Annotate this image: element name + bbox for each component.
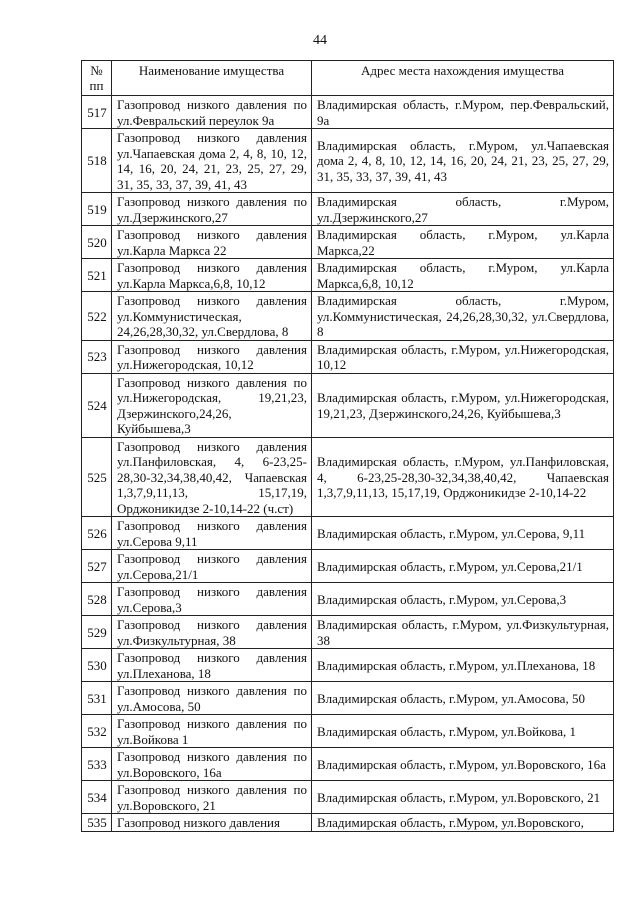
row-number-cell: 518: [82, 129, 112, 193]
table-row: [82, 259, 614, 292]
property-address-cell: Владимирская область, г.Муром, ул.Серова,3: [312, 583, 614, 616]
property-address-cell: Владимирская область, г.Муром, ул.Карла Маркса,6,8, 10,12: [312, 259, 614, 292]
row-number-cell: 529: [82, 616, 112, 649]
row-number-cell: 524: [82, 373, 112, 437]
property-name-cell: Газопровод низкого давления ул.Коммунистическая, 24,26,28,30,32, ул.Свердлова, 8: [112, 292, 312, 341]
property-name-cell: Газопровод низкого давления ул.Карла Маркса,6,8, 10,12: [112, 259, 312, 292]
column-header-address: Адрес места нахождения имущества: [312, 61, 614, 96]
property-name-cell: Газопровод низкого давления ул.Серова,21/1: [112, 550, 312, 583]
property-name-cell: Газопровод низкого давления ул.Физкультурная, 38: [112, 616, 312, 649]
row-number-cell: 531: [82, 682, 112, 715]
property-name-cell: Газопровод низкого давления по ул.Войкова 1: [112, 715, 312, 748]
table-row: [82, 682, 614, 715]
table-row: [82, 340, 614, 373]
table-row: [82, 748, 614, 781]
table-row: [82, 96, 614, 129]
row-number-cell: 523: [82, 340, 112, 373]
table-row: [82, 226, 614, 259]
property-name-cell: Газопровод низкого давления по ул.Воровского, 16а: [112, 748, 312, 781]
row-number-cell: 522: [82, 292, 112, 341]
table-row: [82, 649, 614, 682]
row-number-cell: 533: [82, 748, 112, 781]
property-name-cell: Газопровод низкого давления по ул.Февральский переулок 9а: [112, 96, 312, 129]
property-name-cell: Газопровод низкого давления по ул.Амосова, 50: [112, 682, 312, 715]
property-address-cell: Владимирская область, г.Муром, ул.Воровского, 16а: [312, 748, 614, 781]
property-address-cell: Владимирская область, г.Муром, ул.Воровского, 21: [312, 781, 614, 814]
table-row: [82, 781, 614, 814]
row-number-cell: 517: [82, 96, 112, 129]
table-row: [82, 437, 614, 517]
column-header-name: Наименование имущества: [112, 61, 312, 96]
row-number-cell: 530: [82, 649, 112, 682]
property-address-cell: Владимирская область, г.Муром, ул.Воровского,: [312, 814, 614, 832]
table-row: [82, 129, 614, 193]
table-row: [82, 583, 614, 616]
property-address-cell: Владимирская область, г.Муром, ул.Серова, 9,11: [312, 517, 614, 550]
property-name-cell: Газопровод низкого давления ул.Плеханова, 18: [112, 649, 312, 682]
property-address-cell: Владимирская область, г.Муром, ул.Войкова, 1: [312, 715, 614, 748]
table-row: [82, 517, 614, 550]
row-number-cell: 532: [82, 715, 112, 748]
table-row: [82, 715, 614, 748]
row-number-cell: 521: [82, 259, 112, 292]
property-address-cell: Владимирская область, г.Муром, ул.Физкультурная, 38: [312, 616, 614, 649]
row-number-cell: 519: [82, 193, 112, 226]
property-address-cell: Владимирская область, г.Муром, ул.Дзержинского,27: [312, 193, 614, 226]
table-row: [82, 616, 614, 649]
property-name-cell: Газопровод низкого давления ул.Нижегородская, 10,12: [112, 340, 312, 373]
row-number-cell: 525: [82, 437, 112, 517]
property-address-cell: Владимирская область, г.Муром, ул.Коммунистическая, 24,26,28,30,32, ул.Свердлова, 8: [312, 292, 614, 341]
property-address-cell: Владимирская область, г.Муром, ул.Карла Маркса,22: [312, 226, 614, 259]
property-registry-table: [81, 60, 614, 832]
property-address-cell: Владимирская область, г.Муром, ул.Серова,21/1: [312, 550, 614, 583]
table-row: [82, 550, 614, 583]
row-number-cell: 527: [82, 550, 112, 583]
property-address-cell: Владимирская область, г.Муром, пер.Февральский, 9а: [312, 96, 614, 129]
property-address-cell: Владимирская область, г.Муром, ул.Нижегородская, 19,21,23, Дзержинского,24,26, Куйбышева,3: [312, 373, 614, 437]
table-row: [82, 193, 614, 226]
row-number-cell: 535: [82, 814, 112, 832]
property-name-cell: Газопровод низкого давления по ул.Воровского, 21: [112, 781, 312, 814]
row-number-cell: 520: [82, 226, 112, 259]
property-name-cell: Газопровод низкого давления ул.Серова 9,11: [112, 517, 312, 550]
property-address-cell: Владимирская область, г.Муром, ул.Нижегородская, 10,12: [312, 340, 614, 373]
property-name-cell: Газопровод низкого давления ул.Чапаевская дома 2, 4, 8, 10, 12, 14, 16, 20, 24, 21, 23, 25, 27, 29, 31, 35, 33, 37, 39, 41, 43: [112, 129, 312, 193]
table-row: [82, 373, 614, 437]
row-number-cell: 534: [82, 781, 112, 814]
page-number: 44: [313, 33, 327, 48]
property-name-cell: Газопровод низкого давления ул.Панфиловская, 4, 6-23,25-28,30-32,34,38,40,42, Чапаевская 1,3,7,9,11,13, 15,17,19, Орджоникидзе 2-10,14-22 (ч.ст): [112, 437, 312, 517]
table-header-row: [82, 61, 614, 96]
property-name-cell: Газопровод низкого давления ул.Серова,3: [112, 583, 312, 616]
property-name-cell: Газопровод низкого давления: [112, 814, 312, 832]
property-address-cell: Владимирская область, г.Муром, ул.Амосова, 50: [312, 682, 614, 715]
row-number-cell: 526: [82, 517, 112, 550]
property-address-cell: Владимирская область, г.Муром, ул.Чапаевская дома 2, 4, 8, 10, 12, 14, 16, 20, 24, 21, 23, 25, 27, 29, 31, 35, 33, 37, 39, 41, 43: [312, 129, 614, 193]
table-row: [82, 292, 614, 341]
row-number-cell: 528: [82, 583, 112, 616]
table-row: [82, 814, 614, 832]
property-name-cell: Газопровод низкого давления по ул.Дзержинского,27: [112, 193, 312, 226]
property-address-cell: Владимирская область, г.Муром, ул.Панфиловская, 4, 6-23,25-28,30-32,34,38,40,42, Чапаевская 1,3,7,9,11,13, 15,17,19, Орджоникидзе 2-10,14-22: [312, 437, 614, 517]
column-header-number: № пп: [82, 61, 112, 96]
property-name-cell: Газопровод низкого давления ул.Карла Маркса 22: [112, 226, 312, 259]
property-address-cell: Владимирская область, г.Муром, ул.Плеханова, 18: [312, 649, 614, 682]
property-name-cell: Газопровод низкого давления по ул.Нижегородская, 19,21,23, Дзержинского,24,26, Куйбышева,3: [112, 373, 312, 437]
